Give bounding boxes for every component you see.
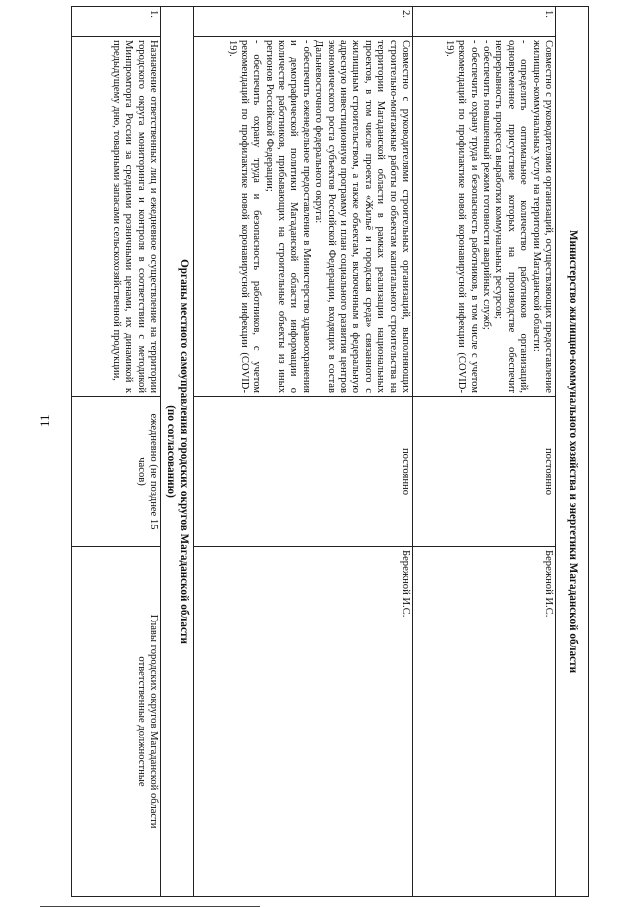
section-title-text: Министерство жилищно-коммунального хозяйства и энергетики Магаданской области — [566, 229, 579, 674]
measure-paragraph: - определить оптимальное количество работников организаций, одновременное присутствие которых на производстве обеспечит непрерывность процесса выработки коммунальных ресурсов; — [493, 40, 530, 393]
responsible-cell — [72, 547, 161, 897]
responsible-line: ответственные должностные — [135, 656, 147, 787]
row-number: 1. — [72, 7, 161, 37]
measure-paragraph: - обеспечить охрану труда и безопасность работников, с учетом рекомендаций по профилактике новой коронавирусной инфекции (COVID-19). — [226, 40, 263, 393]
section-title-text: Органы местного самоуправления городских округов Магаданской области — [178, 259, 191, 644]
section-title — [161, 7, 194, 897]
table-row — [194, 7, 413, 897]
measure-paragraph: Назначение ответственных лиц и ежедневное осуществление на территории городского округа мониторинга и контроля в соответствии с методикой Минпромторга России за средними розничными ценами, их динамикой к предыдущему дню, товарными запасами сельскохозяйственной продукции, — [110, 40, 159, 393]
page-number: 11 — [37, 414, 52, 427]
section-header-energy-ministry — [556, 7, 589, 897]
section-title — [556, 7, 589, 897]
measures-table — [71, 6, 589, 897]
responsible-cell: Бережной И.С. — [194, 547, 413, 897]
period-cell: постоянно — [413, 397, 556, 547]
measure-text — [72, 37, 161, 397]
row-number: 1. — [413, 7, 556, 37]
measure-paragraph: - обеспечить еженедельное предоставление в Министерство здравоохранения и демографической политики Магаданской области информации о количестве работников, прибывающих на строительные объекты из иных регионов Российской Федерации; — [263, 40, 312, 393]
row-number: 2. — [194, 7, 413, 37]
section-header-municipal — [161, 7, 194, 897]
measure-paragraph: Совместно с руководителями организаций, осуществляющих предоставление жилищно-коммунальных услуг на территории Магаданской области: — [530, 40, 554, 393]
responsible-cell: Бережной И.С. — [413, 547, 556, 897]
period-cell: постоянно — [194, 397, 413, 547]
measure-text — [194, 37, 413, 397]
period-cell: ежедневно (не позднее 15 часов) — [72, 397, 161, 547]
measure-paragraph: - обеспечить повышенный режим готовности аварийных служб; — [481, 40, 493, 330]
table-row — [413, 7, 556, 897]
table-row — [72, 7, 161, 897]
measure-text — [413, 37, 556, 397]
responsible-line: Главы городских округов Магаданской области — [148, 614, 159, 829]
measure-paragraph: Совместно с руководителями строительных организаций, выполняющих строительно-монтажные работы по объектам капитального строительства на территории Магаданской области в рамках реализации национальных проектов, в том числе проекта «Жильё и городская среда» связанного с жилищным строительством, а также объектам, включенным в федеральную адресную инвестиционную программу и план социального развития центров экономического роста субъектов Российской Федерации, входящих в состав Дальневосточного федерального округа: — [313, 40, 411, 393]
section-subtitle: (по согласованию) — [165, 405, 177, 498]
rotated-document-table — [53, 6, 589, 896]
measure-paragraph: - обеспечить охрану труда и безопасность работников, в том числе с учетом рекомендаций по профилактике новой коронавирусной инфекции (COVID-19). — [443, 40, 480, 393]
